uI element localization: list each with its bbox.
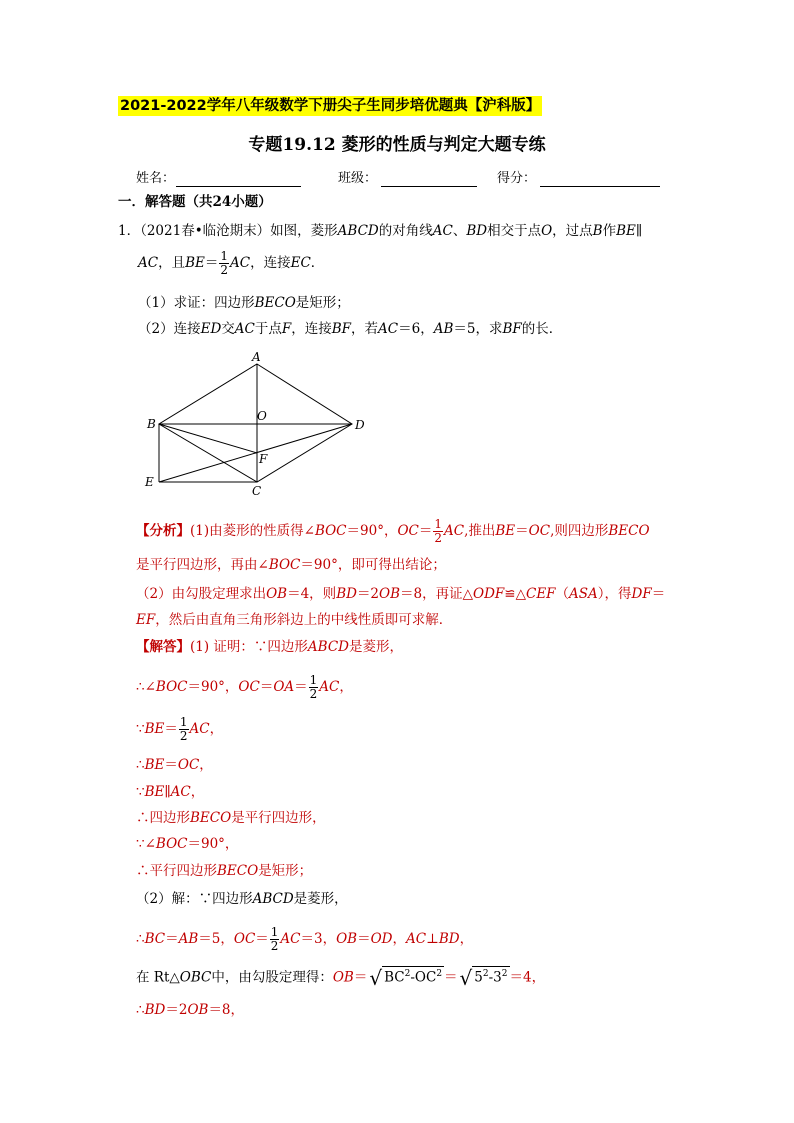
analysis-line-2: 是平行四边形，再由∠BOC＝90°，即可得出结论；	[136, 557, 446, 573]
fraction-half: $\frac{1}{2}$	[220, 249, 229, 277]
page-title: 专题19.12 菱形的性质与判定大题专练	[248, 135, 546, 155]
label-o: O	[257, 409, 267, 423]
analysis-line-1: 【分析】(1)由菱形的性质得∠BOC＝90°，OC＝ $\frac{1}{2}$ AC,推出BE＝OC,则四边形BECO	[136, 517, 650, 545]
segment-bf	[159, 424, 257, 453]
name-label: 姓名：	[136, 171, 176, 186]
question-part-1: （1）求证：四边形BECO是矩形；	[138, 295, 350, 311]
rhombus-abcd	[159, 364, 352, 482]
sqrt-bc-oc: $BC^2-OC^2$	[382, 966, 444, 986]
section-heading: 一．解答题（共24小题）	[118, 194, 272, 210]
label-b: B	[147, 417, 156, 431]
sqrt-sign: √	[459, 965, 473, 990]
solution-line-2: ∴∠BOC＝90°，OC＝OA＝ $\frac{1}{2}$ AC，	[136, 673, 353, 701]
solution-line-4: ∴BE＝OC，	[136, 757, 213, 773]
score-field[interactable]	[540, 168, 660, 187]
sqrt-5-3: $5^2-3^2$	[472, 966, 509, 986]
label-d: D	[355, 418, 365, 432]
rhombus-figure	[140, 348, 380, 500]
analysis-line-3: （2）由勾股定理求出OB＝4，则BD＝2OB＝8，再证△ODF≌△CEF（ASA），得DF＝	[136, 586, 666, 602]
solution-line-8: ∴平行四边形BECO是矩形；	[136, 863, 313, 879]
label-f: F	[259, 452, 268, 466]
solution-line-9: （2）解：∵四边形ABCD是菱形，	[136, 891, 348, 907]
class-field[interactable]	[381, 168, 477, 187]
question-line-1: 1．（2021春•临沧期末）如图，菱形ABCD的对角线AC、BD相交于点O，过点B作BE∥	[118, 223, 643, 239]
label-e: E	[145, 475, 154, 489]
label-c: C	[252, 484, 262, 498]
solution-line-11: 在 Rt△OBC中，由勾股定理得：OB＝ √ $BC^2-OC^2$ ＝ √ $5^2-3^2 =4$，	[136, 965, 546, 990]
solution-line-5: ∵BE∥AC，	[136, 784, 205, 800]
question-part-2: （2）连接ED交AC于点F，连接BF，若AC＝6，AB＝5，求BF的长．	[138, 321, 563, 337]
sqrt-sign: √	[369, 965, 383, 990]
question-line-2: AC，且BE＝ $\frac{1}{2}$ AC，连接EC．	[138, 249, 325, 277]
solution-line-10: ∴BC＝AB＝5，OC＝ $\frac{1}{2}$ AC＝3，OB＝OD，AC⊥BD，	[136, 925, 474, 953]
solution-line-1: 【解答】(1) 证明：∵四边形ABCD是菱形，	[136, 639, 403, 655]
analysis-line-4: EF，然后由直角三角形斜边上的中线性质即可求解．	[136, 612, 453, 628]
class-label: 班级：	[338, 171, 378, 186]
solution-line-3: ∵BE＝ $\frac{1}{2}$ AC，	[136, 715, 224, 743]
name-field[interactable]	[176, 168, 301, 187]
solution-line-6: ∴四边形BECO是平行四边形，	[136, 810, 326, 826]
score-label: 得分：	[497, 171, 537, 186]
solution-line-12: ∴BD＝2OB＝8，	[136, 1002, 245, 1018]
label-a: A	[252, 350, 261, 364]
header-banner: 2021-2022学年八年级数学下册尖子生同步培优题典【沪科版】	[120, 98, 541, 114]
solution-line-7: ∵∠BOC＝90°，	[136, 836, 239, 852]
